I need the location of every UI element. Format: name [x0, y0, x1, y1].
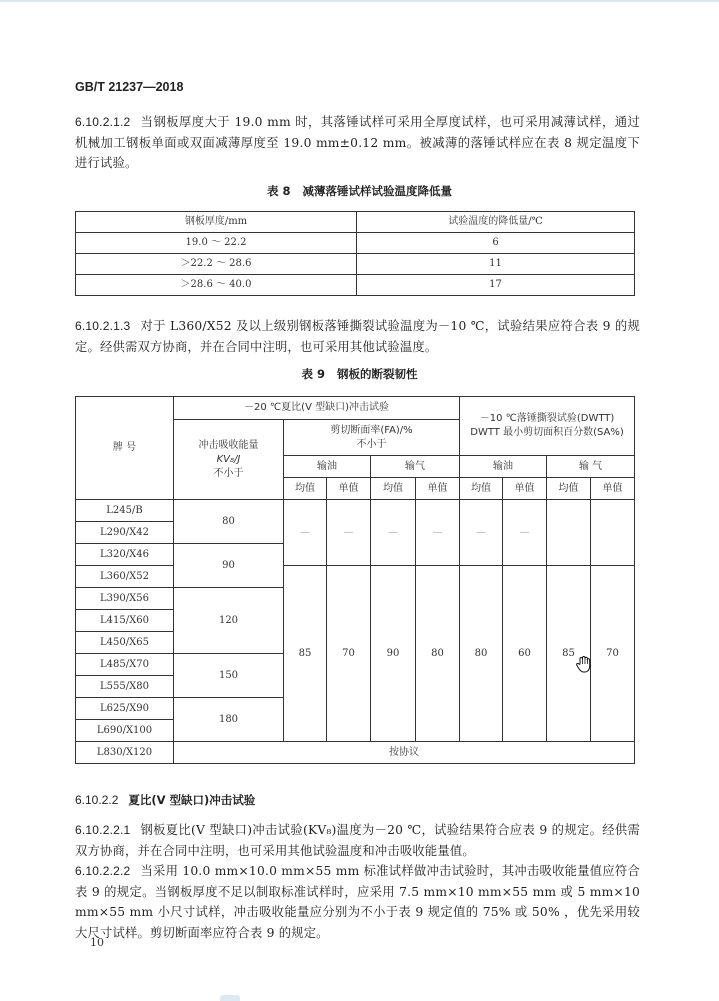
cell-value: 60 [503, 566, 547, 742]
header-cell: 钢板厚度/mm [76, 212, 357, 233]
clause-text: 钢板夏比(V 型缺口)冲击试验(KV₈)温度为－20 ℃，试验结果符合应表 9 的规定。经供需双方协商，并在合同中注明，也可采用其他试验温度和冲击吸收能量值。 [75, 823, 640, 858]
cell-value: — [460, 500, 503, 566]
cell-grade: L245/B [76, 500, 174, 522]
cell-value: — [327, 500, 371, 566]
header-single: 单值 [591, 478, 635, 500]
table-9 [75, 396, 635, 764]
cell-grade: L360/X52 [76, 566, 174, 588]
clause-6-10-2-1-2 [75, 112, 640, 174]
cell-value: 70 [591, 566, 635, 742]
table-8 [75, 211, 635, 296]
cell-value: 85 [284, 566, 327, 742]
hand-pointer-icon [575, 655, 593, 675]
cell-grade: L555/X80 [76, 676, 174, 698]
cell-value [547, 500, 591, 566]
cell-grade: L320/X46 [76, 544, 174, 566]
header-energy [174, 420, 284, 500]
header-cell: 试验温度的降低量/℃ [357, 212, 635, 233]
table9-caption [0, 366, 719, 382]
table-row [76, 254, 635, 275]
fa-line-1: 剪切断面率(FA)/% [330, 424, 413, 436]
viewer-top-bar [0, 0, 719, 2]
header-single: 单值 [503, 478, 547, 500]
clause-6-10-2-2-2 [75, 861, 640, 943]
page-number: 10 [90, 936, 104, 949]
cell-grade: L450/X65 [76, 632, 174, 654]
table-row [76, 275, 635, 296]
cell-value: 80 [416, 566, 460, 742]
standard-number: GB/T 21237—2018 [75, 80, 184, 94]
header-dwtt [460, 397, 635, 456]
cell-grade: L830/X120 [76, 742, 174, 764]
energy-line-3: 不小于 [213, 467, 244, 479]
cell-grade: L415/X60 [76, 610, 174, 632]
cell-thickness: 19.0 ～ 22.2 [76, 233, 357, 254]
clause-6-10-2-2-1 [75, 820, 640, 861]
table-number: 表 9 [301, 367, 325, 381]
clause-number: 6.10.2.2.2 [75, 864, 131, 878]
cell-energy: 90 [174, 544, 284, 588]
cell-value: — [416, 500, 460, 566]
cell-energy: 180 [174, 698, 284, 742]
viewer-bottom-tab[interactable] [220, 995, 240, 1001]
header-oil: 输油 [460, 456, 547, 478]
section-title: 夏比(V 型缺口)冲击试验 [128, 793, 256, 807]
clause-number: 6.10.2.2.1 [75, 823, 131, 837]
cell-energy: 120 [174, 588, 284, 654]
cell-thickness: ＞28.6 ～ 40.0 [76, 275, 357, 296]
cell-value [591, 500, 635, 566]
cell-value: — [371, 500, 416, 566]
cell-value: 80 [460, 566, 503, 742]
cell-grade: L690/X100 [76, 720, 174, 742]
cell-grade: L390/X56 [76, 588, 174, 610]
table-row [76, 566, 635, 588]
cell-value: — [284, 500, 327, 566]
header-avg: 均值 [371, 478, 416, 500]
clause-text: 对于 L360/X52 及以上级别钢板落锤撕裂试验温度为－10 ℃，试验结果应符合表 9 的规定。经供需双方协商，并在合同中注明，也可采用其他试验温度。 [75, 319, 640, 354]
table-title: 减薄落锤试样试验温度降低量 [302, 184, 452, 198]
header-single: 单值 [416, 478, 460, 500]
table8-caption [0, 183, 719, 199]
clause-text: 当采用 10.0 mm×10.0 mm×55 mm 标准试样做冲击试验时，其冲击吸收能量值应符合表 9 的规定。当钢板厚度不足以制取标准试样时，应采用 7.5 mm×10 mm×55 mm 或 5 mm×10 mm×55 mm 小尺寸试样，冲击吸收能量应分别为不小于表 9 规定值的 75% 或 50% ，优先采用较大尺寸试样。剪切断面率应符合表 9 的规定。 [75, 864, 640, 940]
cell-reduction: 17 [357, 275, 635, 296]
table-title: 钢板的断裂韧性 [337, 367, 418, 381]
fa-line-2: 不小于 [356, 438, 387, 450]
table-header-row [76, 212, 635, 233]
heading-6-10-2-2 [75, 792, 255, 808]
clause-number: 6.10.2.1.3 [75, 319, 131, 333]
dwtt-line-1: －10 ℃落锤撕裂试验(DWTT) [479, 413, 615, 424]
cell-by-agreement: 按协议 [174, 742, 635, 764]
cell-reduction: 11 [357, 254, 635, 275]
cell-grade: L625/X90 [76, 698, 174, 720]
table-number: 表 8 [266, 184, 291, 198]
header-gas: 输气 [371, 456, 460, 478]
header-single: 单值 [327, 478, 371, 500]
header-avg: 均值 [284, 478, 327, 500]
table-header-row [76, 397, 635, 420]
clause-text: 当钢板厚度大于 19.0 mm 时，其落锤试样可采用全厚度试样，也可采用减薄试样，通过机械加工钢板单面或双面减薄厚度至 19.0 mm±0.12 mm。被减薄的落锤试样应在表 8 规定温度下进行试验。 [75, 115, 640, 170]
clause-6-10-2-1-3 [75, 316, 640, 357]
cell-grade: L485/X70 [76, 654, 174, 676]
header-avg: 均值 [547, 478, 591, 500]
header-gas: 输 气 [547, 456, 635, 478]
dwtt-line-2: DWTT 最小剪切面积百分数(SA%) [470, 427, 624, 438]
header-fa [284, 420, 460, 456]
header-oil: 输油 [284, 456, 371, 478]
energy-line-2: KV₈/J [216, 453, 241, 465]
cell-value: 70 [327, 566, 371, 742]
cell-energy: 150 [174, 654, 284, 698]
table-row [76, 500, 635, 522]
cell-thickness: ＞22.2 ～ 28.6 [76, 254, 357, 275]
cell-value: — [503, 500, 547, 566]
cell-energy: 80 [174, 500, 284, 544]
cell-reduction: 6 [357, 233, 635, 254]
header-avg: 均值 [460, 478, 503, 500]
header-charpy: －20 ℃夏比(V 型缺口)冲击试验 [174, 397, 460, 420]
header-grade: 牌 号 [76, 397, 174, 500]
cell-value: 85 [547, 566, 591, 742]
cell-grade: L290/X42 [76, 522, 174, 544]
clause-number: 6.10.2.2 [75, 793, 119, 807]
energy-line-1: 冲击吸收能量 [198, 439, 259, 451]
table-row [76, 742, 635, 764]
clause-number: 6.10.2.1.2 [75, 115, 131, 129]
cell-value: 90 [371, 566, 416, 742]
table-row [76, 233, 635, 254]
